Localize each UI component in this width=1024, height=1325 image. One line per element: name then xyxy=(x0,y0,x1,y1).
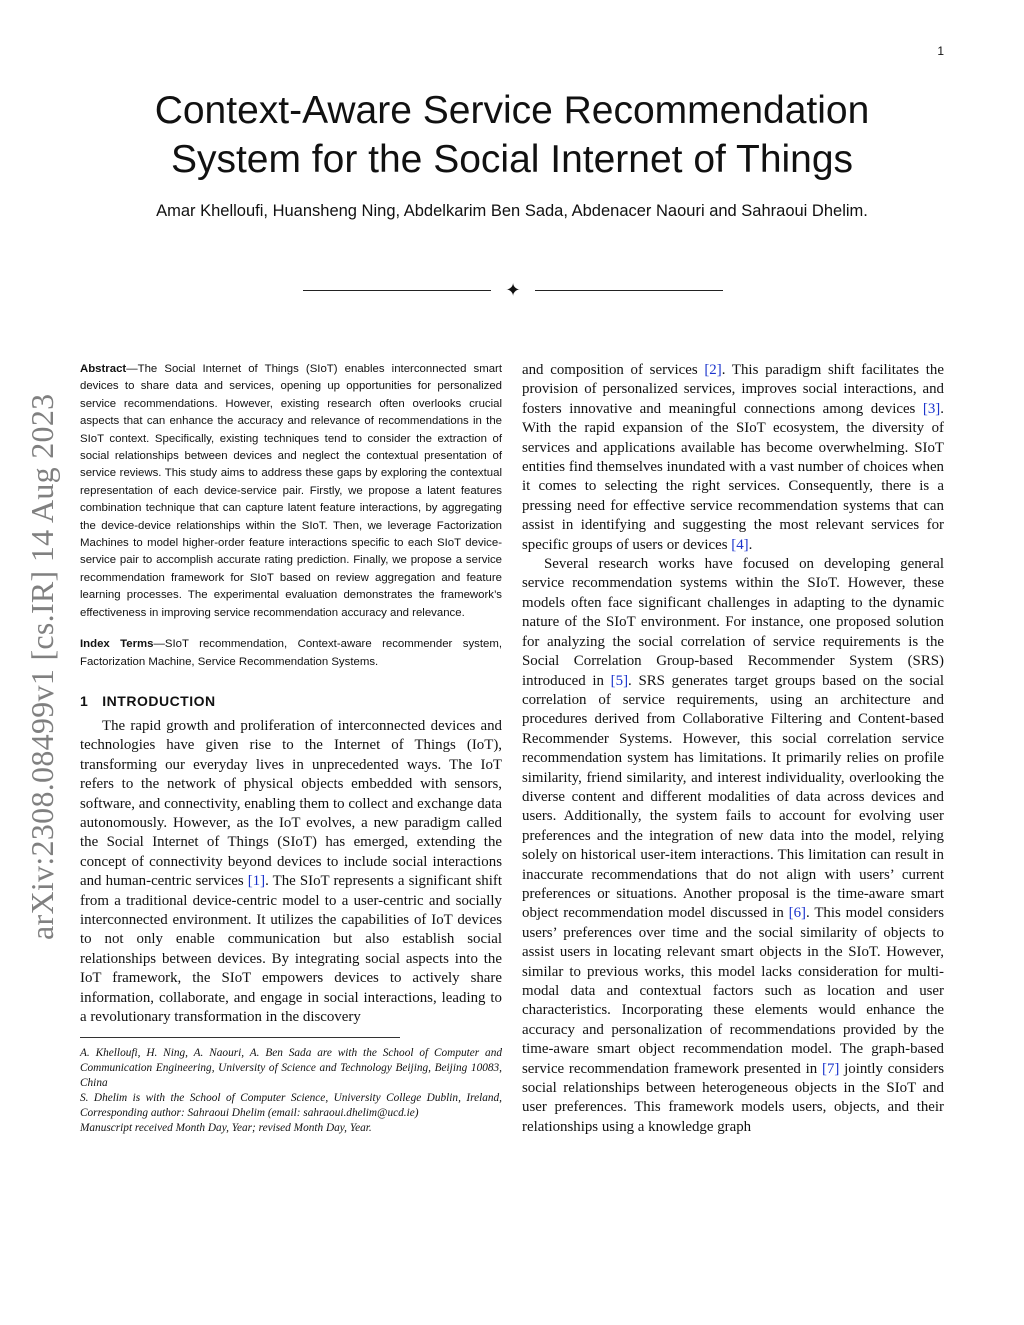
abstract-label: Abstract xyxy=(80,363,127,375)
footnote-separator xyxy=(80,1037,400,1038)
footnote-affiliation-2: S. Dhelim is with the School of Computer Science, University College Dublin, Ireland, Corresponding author: Sahraoui Dhelim (email: sahraoui.dhelim@ucd.ie) xyxy=(80,1092,502,1120)
title-divider xyxy=(303,280,723,302)
section-title: INTRODUCTION xyxy=(102,692,216,709)
intro-paragraph-1 xyxy=(80,717,502,1028)
index-terms-text: —SIoT recommendation, Context-aware recommender system, Factorization Machine, Service Recommendation Systems. xyxy=(80,638,502,668)
citation-link[interactable]: [7] xyxy=(821,1060,840,1077)
abstract-text: —The Social Internet of Things (SIoT) enables interconnected smart devices to share data and services, opening up opportunities for personalized service recommendations. However, existing research often overlooks crucial aspects that can enhance the accuracy and relevance of recommendations in the SIoT context. Specifically, existing techniques tend to consider the extraction of social relationships between devices and neglect the contextual presentation of service reviews. This study aims to address these gaps by exploring the contextual representation of each device-service pair. Firstly, we propose a latent features combination technique that can capture latent feature interactions, by aggregating the device-device relationships within the SIoT. Then, we leverage Factorization Machines to model higher-order feature interactions specific to each SIoT device-service pair to accomplish accurate rating prediction. Finally, we propose a service recommendation framework for SIoT based on review aggregation and feature learning processes. The experimental evaluation demonstrates the framework’s effectiveness in improving service recommendation accuracy and relevance. xyxy=(80,363,502,619)
page-number: 1 xyxy=(937,44,944,58)
intro-text-segment: . xyxy=(748,536,753,553)
arxiv-identifier-stamp: arXiv:2308.08499v1 [cs.IR] 14 Aug 2023 xyxy=(24,393,60,940)
left-column xyxy=(80,361,502,1136)
intro-text-segment: jointly considers social relationships between heterogeneous objects in the SIoT and user preferences. This framework models users, objects, and their relationships using a knowledge graph xyxy=(522,1060,945,1135)
right-column xyxy=(522,361,944,1137)
intro-text-segment: The rapid growth and proliferation of interconnected devices and technologies have given rise to the Internet of Things (IoT), transforming our everyday lives in unprecedented ways. The IoT refers to the network of physical objects embedded with sensors, software, and connectivity, enabling them to collect and exchange data autonomously. However, as the IoT evolves, a new paradigm called the Social Internet of Things (SIoT) has emerged, extending the concept of connectivity beyond devices to include social interactions and human-centric services xyxy=(80,717,502,890)
divider-rule-left xyxy=(303,290,491,291)
citation-link[interactable]: [1] xyxy=(247,873,266,890)
paper-title xyxy=(100,86,924,184)
citation-link[interactable]: [6] xyxy=(788,905,807,922)
footnote-manuscript-dates: Manuscript received Month Day, Year; revised Month Day, Year. xyxy=(80,1122,372,1135)
intro-text-segment: . This model considers users’ preferences over time and the social similarity of objects to assist users in locating relevant smart objects in the SIoT. However, similar to previous works, this model lacks consideration for multi-modal data and contextual factors such as location and user characteristics. Incorporating these elements would enhance the accuracy and personalization of recommendations provided by the time-aware smart object recommendation model. The graph-based service recommendation framework presented in xyxy=(522,905,944,1077)
intro-text-segment: . SRS generates target groups based on the social correlation of service requirements, using an architecture and procedures derived from Collaborative Filtering and Content-based Recommender Systems. However, this social correlation service recommendation system has limitations. It primarily relies on profile similarity, friend similarity, and interest individuality, overlooking the diverse content and different modalities of data across devices and users. Additionally, the system fails to account for evolving user preferences and the integration of new data into the model, relying solely on historical user-item interactions. This limitation can result in inaccurate recommendations that do not align with users’ current preferences or situations. Another proposal is the time-aware smart object recommendation model discussed in xyxy=(522,672,944,922)
author-list: Amar Khelloufi, Huansheng Ning, Abdelkarim Ben Sada, Abdenacer Naouri and Sahraoui Dhelim. xyxy=(156,202,868,220)
citation-link[interactable]: [3] xyxy=(922,400,941,417)
citation-link[interactable]: [5] xyxy=(610,672,629,689)
paper-title-line-1: Context-Aware Service Recommendation xyxy=(154,89,870,132)
index-terms-label: Index Terms xyxy=(80,638,154,651)
section-heading-introduction xyxy=(80,693,502,709)
citation-link[interactable]: [4] xyxy=(731,536,749,553)
intro-paragraph-2 xyxy=(522,555,944,1137)
intro-text-segment: and composition of services xyxy=(522,362,705,378)
intro-text-segment: Several research works have focused on developing general service recommendation systems within the SIoT. However, these models often face significant challenges in adapting to the dynamic nature of the SIoT environment. For instance, one proposed solution for analyzing the social correlation of service requirements is the Social Correlation Group-based Recommender System (SRS) introduced in xyxy=(522,556,944,689)
divider-rule-right xyxy=(535,290,723,291)
paper-title-line-2: System for the Social Internet of Things xyxy=(170,138,854,181)
footnote-affiliation-1: A. Khelloufi, H. Ning, A. Naouri, A. Ben Sada are with the School of Computer and Communication Engineering, University of Science and Technology Beijing, Beijing 10083, China xyxy=(80,1047,502,1090)
intro-text-segment: . This paradigm shift facilitates the provision of personalized services, improves social interactions, and fosters innovative and meaningful connections among devices xyxy=(522,362,944,417)
section-number: 1 xyxy=(80,692,89,709)
intro-text-segment: . With the rapid expansion of the SIoT ecosystem, the diversity of services and applications available has become overwhelming. SIoT entities find themselves inundated with a vast number of choices when it comes to selecting the right services. Consequently, there is a pressing need for effective service recommendation systems that can assist in identifying and suggesting the most relevant services for specific groups of users or devices xyxy=(522,400,944,553)
diamond-ornament-icon: ✦ xyxy=(505,280,521,301)
intro-text-segment: . The SIoT represents a significant shift from a traditional device-centric model to a user-centric and socially interconnected environment. It utilizes the capabilities of IoT devices to not only enable communication but also establish social relationships between devices. By integrating social aspects into the IoT framework, the SIoT empowers devices to actively share information, collaborate, and engage in social interactions, leading to a revolutionary transformation in the discovery xyxy=(80,873,502,1025)
abstract xyxy=(80,361,502,622)
intro-paragraph-1-continued xyxy=(522,361,944,555)
citation-link[interactable]: [2] xyxy=(704,362,722,378)
index-terms xyxy=(80,636,502,671)
